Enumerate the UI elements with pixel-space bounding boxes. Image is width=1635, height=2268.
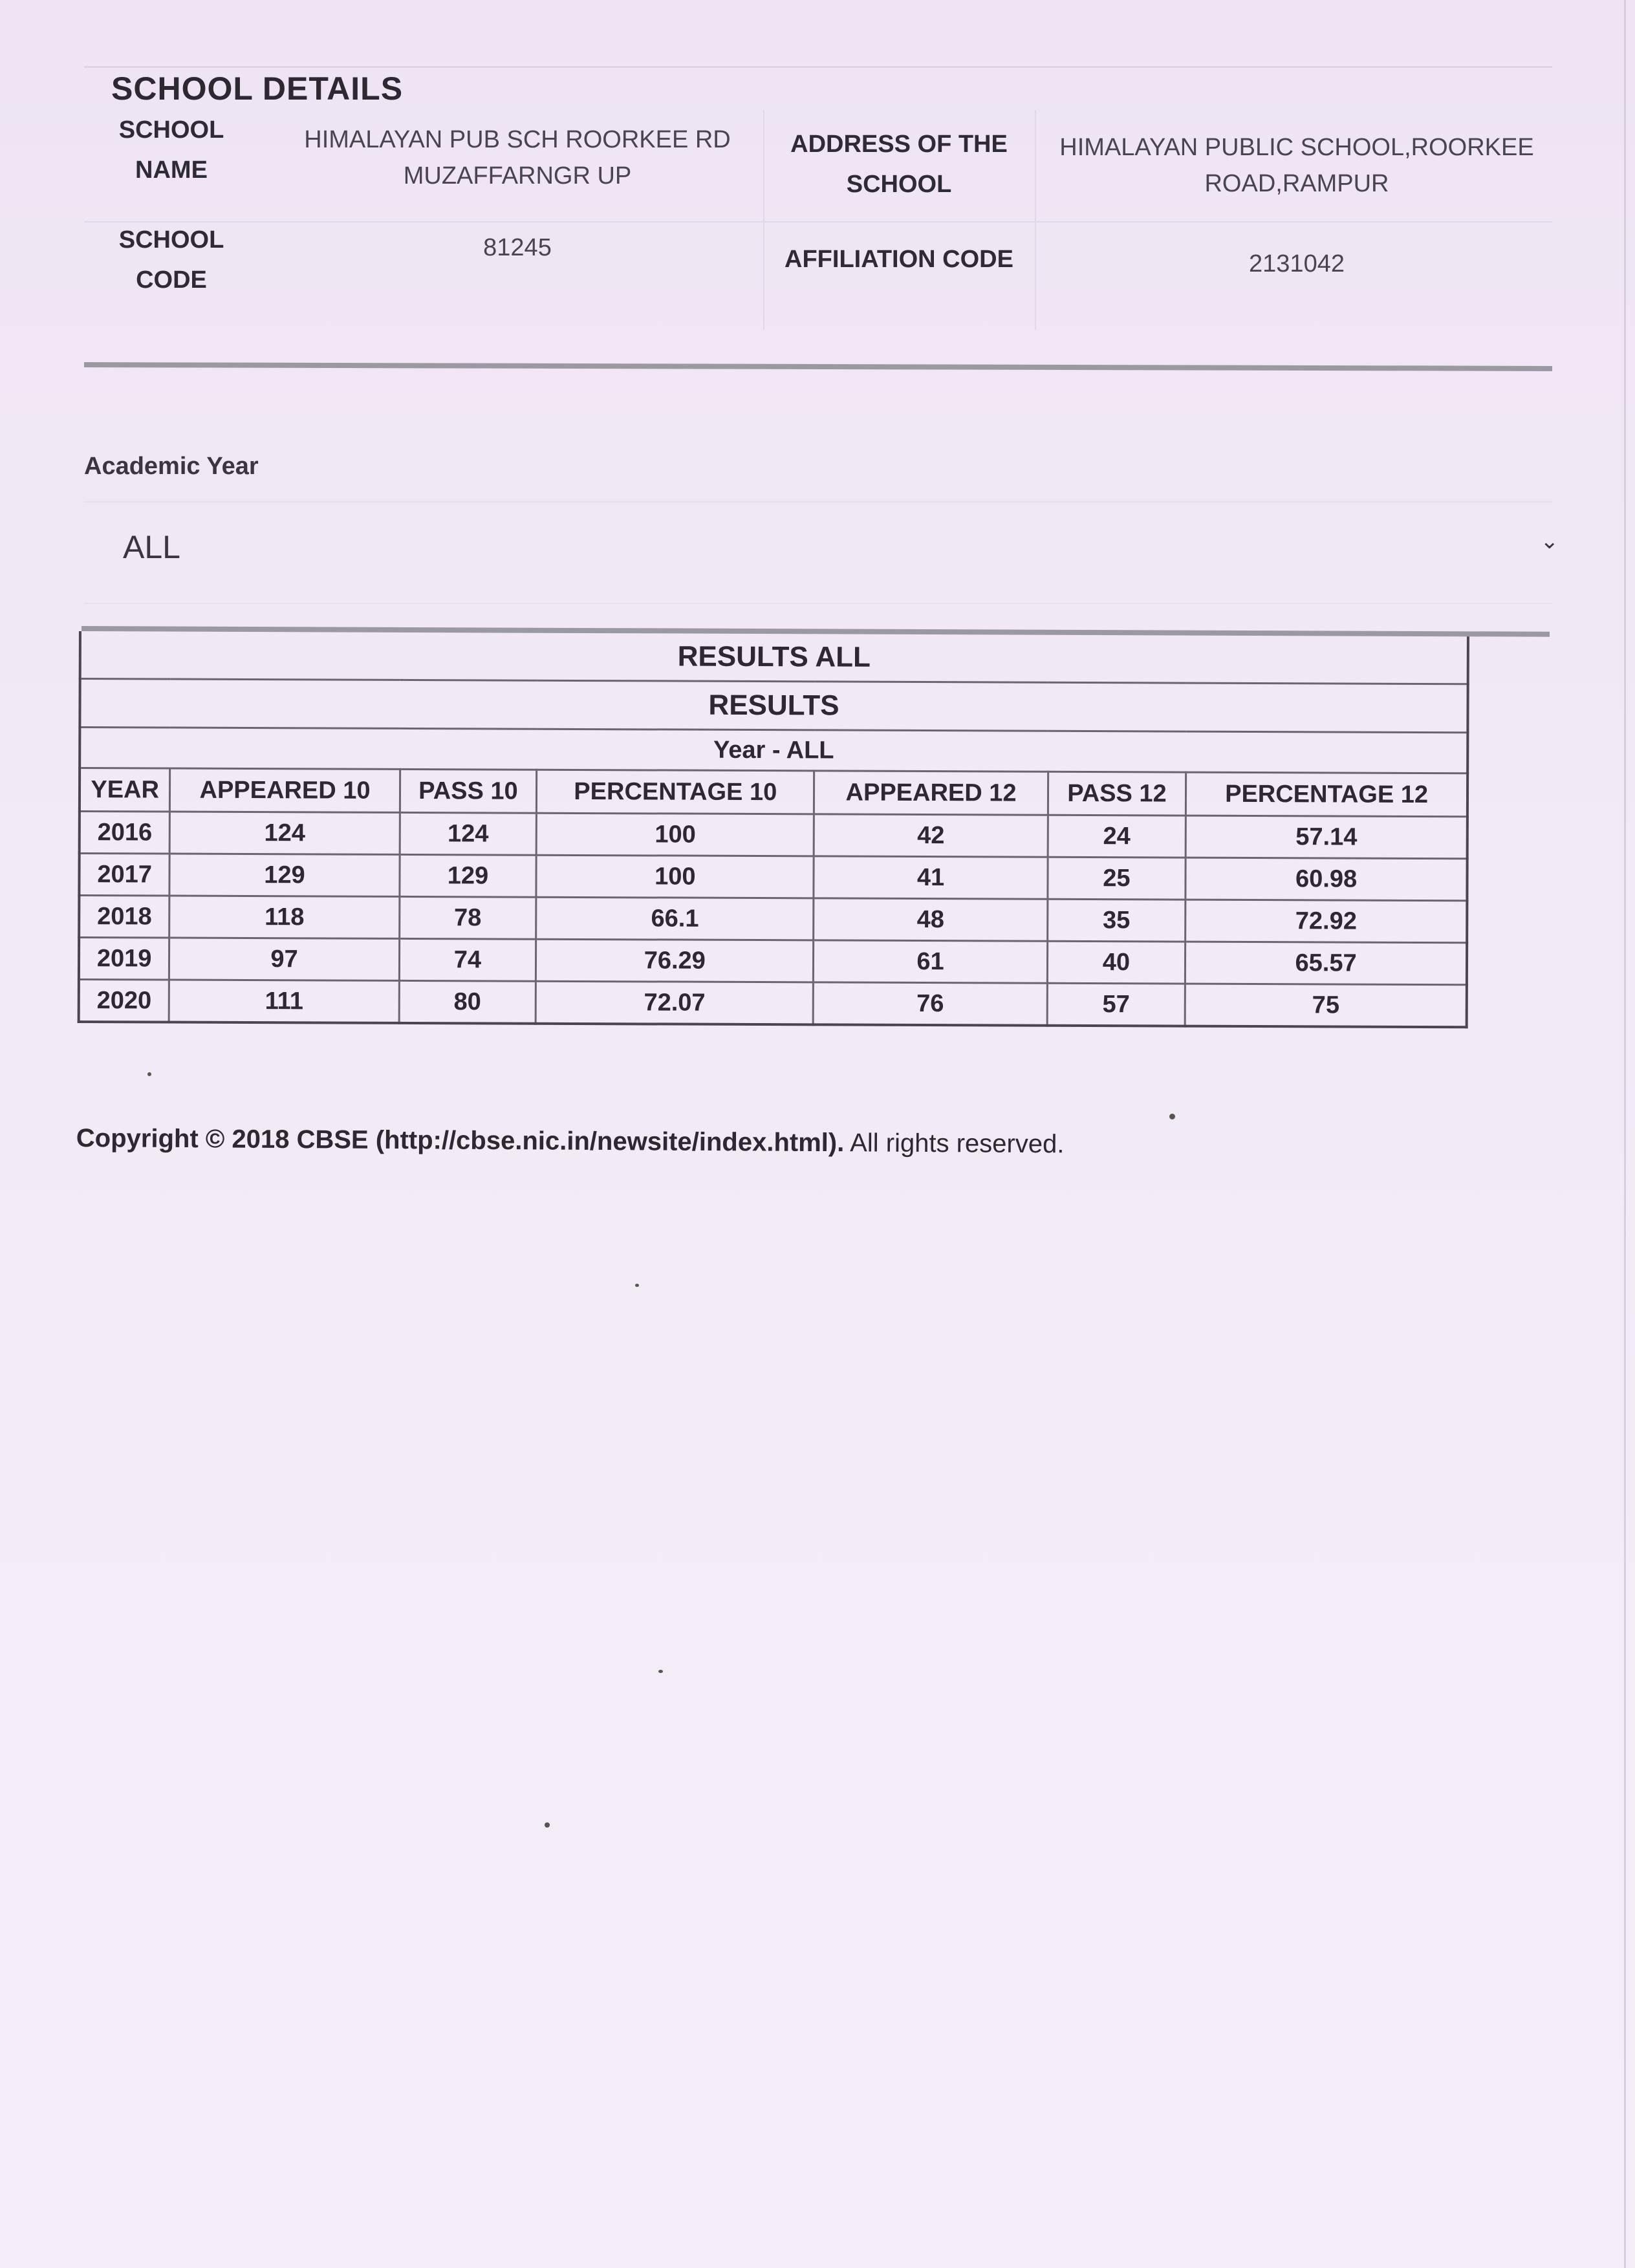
table-cell: 124 [169, 812, 400, 854]
affiliation-code-value: 2131042 [1249, 250, 1345, 277]
table-cell: 66.1 [536, 897, 814, 940]
address-value: HIMALAYAN PUBLIC SCHOOL,ROORKEE ROAD,RAMPUR [1059, 134, 1534, 197]
table-cell: 74 [399, 938, 536, 981]
table-cell: 129 [400, 854, 537, 897]
table-cell: 40 [1047, 941, 1186, 984]
table-cell: 65.57 [1186, 942, 1467, 985]
table-row [79, 854, 1467, 901]
table-row [79, 938, 1467, 985]
scan-speck [635, 1284, 639, 1287]
table-cell: 2018 [79, 896, 169, 938]
academic-year-selected-value: ALL [123, 529, 180, 565]
results-table [78, 631, 1469, 1028]
table-cell: 118 [169, 896, 400, 938]
scan-speck [1169, 1114, 1175, 1119]
grid-divider [84, 221, 1552, 222]
grid-divider [1035, 110, 1036, 330]
top-divider [84, 66, 1552, 68]
table-cell: 80 [399, 980, 536, 1023]
academic-year-label: Academic Year [84, 453, 259, 480]
table-row [79, 980, 1467, 1028]
table-cell: 2020 [79, 980, 169, 1022]
grid-divider [763, 110, 764, 330]
results-title: RESULTS ALL [80, 631, 1468, 684]
table-cell: 24 [1048, 815, 1186, 858]
column-header: APPEARED 12 [814, 771, 1048, 815]
table-cell: 97 [169, 938, 400, 980]
results-year-filter: Year - ALL [80, 728, 1467, 773]
school-code-label: SCHOOL CODE [118, 226, 224, 294]
results-section [78, 626, 1469, 1028]
chevron-down-icon: ⌄ [1540, 529, 1559, 554]
table-cell: 60.98 [1186, 858, 1467, 901]
copyright-notice [76, 1124, 1065, 1159]
table-cell: 100 [536, 813, 814, 856]
table-cell: 2016 [80, 812, 170, 854]
affiliation-code-label: AFFILIATION CODE [785, 246, 1013, 273]
table-cell: 78 [399, 896, 536, 939]
table-row [79, 896, 1467, 943]
table-cell: 76 [814, 982, 1048, 1026]
table-cell: 48 [814, 898, 1048, 941]
scan-speck [658, 1670, 663, 1673]
results-subtitle-row [80, 679, 1467, 733]
table-cell: 72.07 [536, 981, 813, 1024]
scan-speck [147, 1072, 151, 1076]
table-cell: 57 [1047, 983, 1186, 1026]
copyright-text[interactable]: Copyright © 2018 CBSE (http://cbse.nic.in/newsite/index.html). [76, 1124, 845, 1158]
paper-edge [1624, 0, 1626, 2268]
column-header: PERCENTAGE 10 [537, 770, 814, 814]
table-cell: 42 [814, 814, 1048, 857]
table-cell: 72.92 [1186, 900, 1467, 943]
school-details-grid [84, 110, 1552, 330]
school-details-title: SCHOOL DETAILS [111, 70, 404, 107]
results-header-row [80, 768, 1467, 817]
column-header: PASS 10 [400, 769, 537, 813]
school-name-label: SCHOOL NAME [118, 116, 224, 184]
table-cell: 124 [400, 812, 537, 855]
column-header: APPEARED 10 [170, 768, 400, 812]
table-cell: 2017 [79, 854, 169, 896]
table-cell: 76.29 [536, 939, 814, 982]
column-header: PASS 12 [1048, 772, 1186, 815]
results-subtitle: RESULTS [80, 679, 1467, 733]
table-cell: 129 [169, 854, 400, 896]
table-cell: 61 [814, 940, 1048, 983]
rights-reserved-text: All rights reserved. [844, 1129, 1065, 1159]
column-header: PERCENTAGE 12 [1186, 772, 1468, 817]
academic-year-select[interactable] [84, 501, 1559, 604]
table-cell: 25 [1048, 857, 1186, 900]
school-name-value: HIMALAYAN PUB SCH ROORKEE RD MUZAFFARNGR UP [304, 126, 731, 189]
results-year-filter-row [80, 728, 1467, 773]
address-label: ADDRESS OF THE SCHOOL [790, 131, 1008, 198]
scan-speck [545, 1822, 550, 1828]
table-cell: 111 [169, 980, 399, 1023]
table-cell: 2019 [79, 938, 169, 980]
table-row [80, 812, 1467, 859]
table-cell: 57.14 [1186, 815, 1467, 859]
table-cell: 41 [814, 856, 1048, 899]
results-title-row [80, 631, 1468, 684]
table-cell: 75 [1185, 984, 1467, 1027]
column-header: YEAR [80, 768, 170, 812]
table-cell: 35 [1047, 899, 1186, 942]
school-code-value: 81245 [483, 234, 552, 261]
table-cell: 100 [536, 855, 814, 898]
